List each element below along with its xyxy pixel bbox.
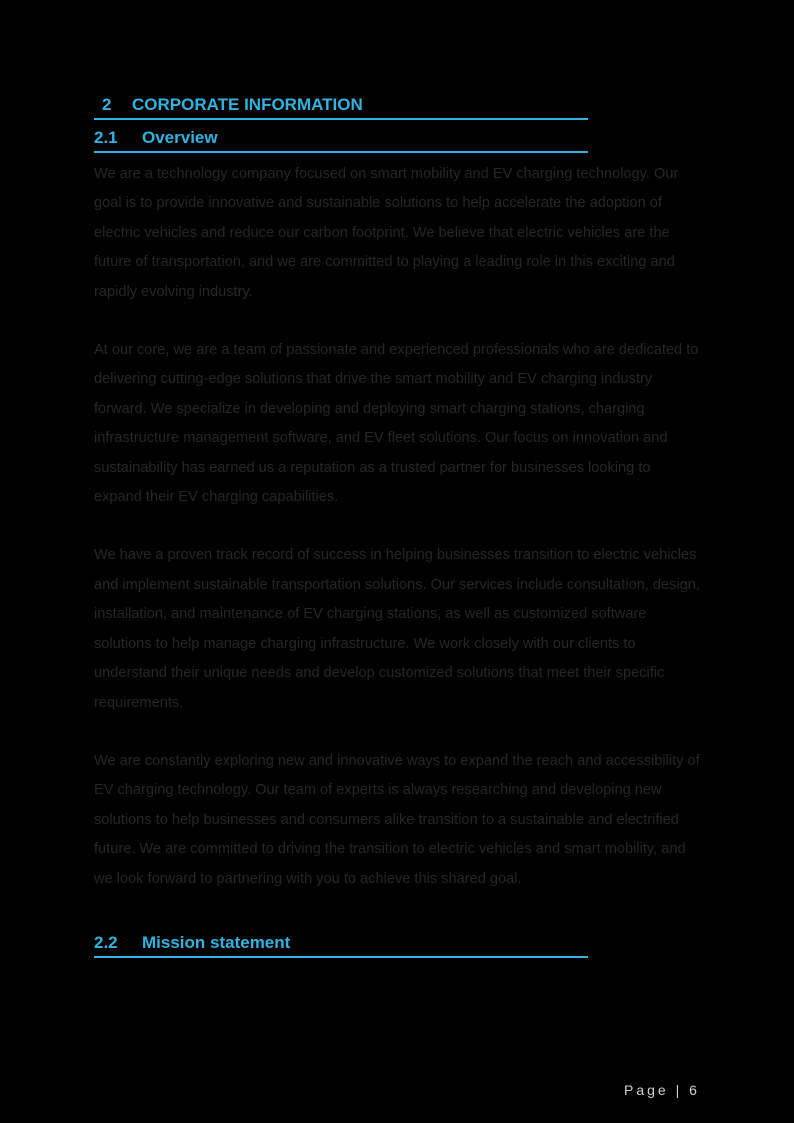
section-title: CORPORATE INFORMATION bbox=[132, 95, 363, 114]
subsection-number: 2.1 bbox=[94, 128, 118, 147]
subsection-title: Overview bbox=[142, 128, 218, 147]
page-footer: Page | 6 bbox=[624, 1082, 700, 1098]
overview-body bbox=[94, 160, 702, 923]
subsection-heading-overview bbox=[94, 127, 588, 153]
subsection-title: Mission statement bbox=[142, 933, 291, 952]
paragraph: At our core, we are a team of passionate and experienced professionals who are dedicated to delivering cutting-edge solutions that drive the smart mobility and EV charging industry forward. We specialize in developing and deploying smart charging stations, charging infrastructure management software, and EV fleet solutions. Our focus on innovation and sustainability has earned us a reputation as a trusted partner for businesses looking to expand their EV charging capabilities. bbox=[94, 342, 699, 506]
paragraph: We have a proven track record of success in helping businesses transition to electric vehicles and implement sustainable transportation solutions. Our services include consultation, design, installation, and maintenance of EV charging stations, as well as customized software solutions to help manage charging infrastructure. We work closely with our clients to understand their unique needs and develop customized solutions that meet their specific requirements. bbox=[94, 547, 700, 711]
subsection-number: 2.2 bbox=[94, 933, 118, 952]
subsection-heading-mission-statement bbox=[94, 932, 588, 958]
paragraph: We are constantly exploring new and innovative ways to expand the reach and accessibility of EV charging technology. Our team of experts is always researching and developing new solutions to help businesses and consumers alike transition to a sustainable and electrified future. We are committed to driving the transition to electric vehicles and smart mobility, and we look forward to partnering with you to achieve this shared goal. bbox=[94, 752, 700, 887]
section-number: 2 bbox=[102, 95, 112, 114]
paragraph: We are a technology company focused on smart mobility and EV charging technology. Our goal is to provide innovative and sustainable solutions to help accelerate the adoption of electric vehicles and reduce our carbon footprint. We believe that electric vehicles are the future of transportation, and we are committed to playing a leading role in this exciting and rapidly evolving industry. bbox=[94, 166, 679, 300]
section-heading-corporate-information bbox=[94, 94, 588, 120]
